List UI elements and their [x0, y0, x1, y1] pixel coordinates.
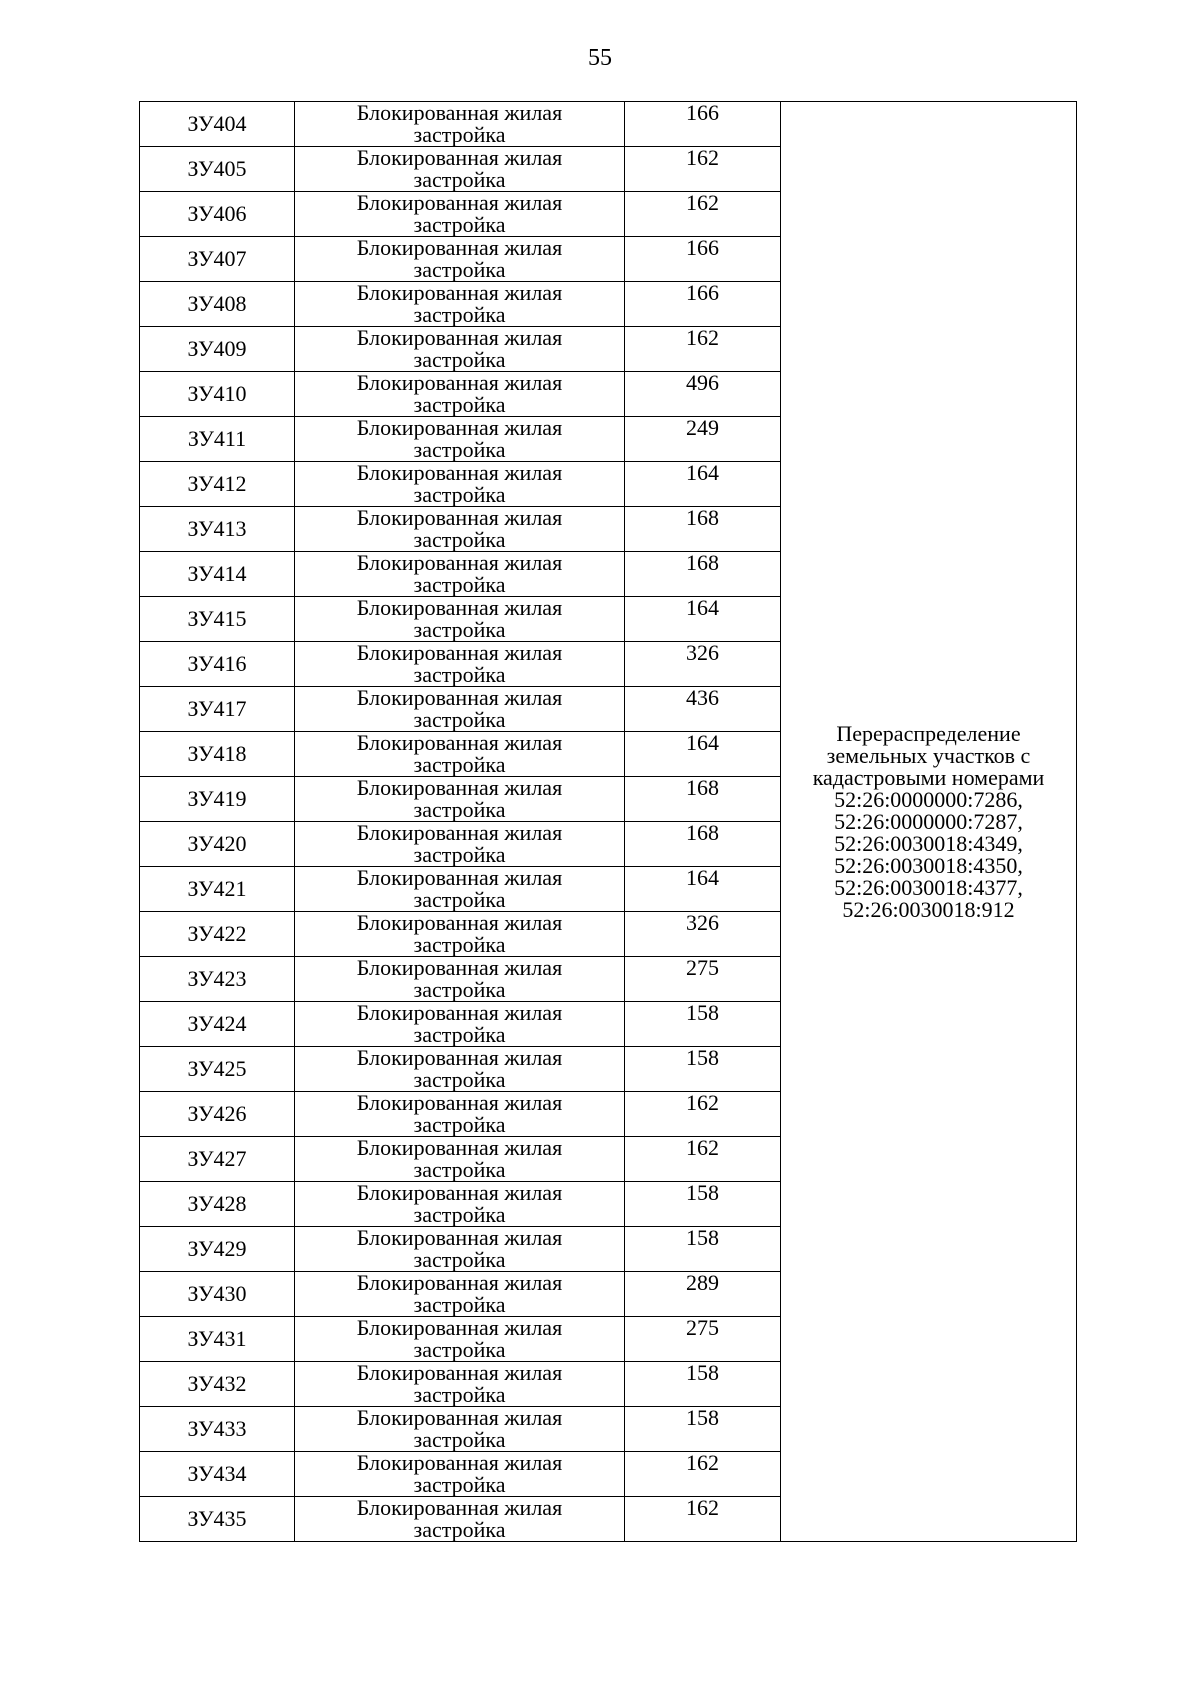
area-cell: 326	[625, 642, 781, 687]
land-use-cell	[295, 912, 625, 957]
land-use-line-1: Блокированная жилая	[356, 505, 563, 530]
area-cell: 168	[625, 552, 781, 597]
land-use-line-1: Блокированная жилая	[356, 1180, 563, 1205]
area-cell: 166	[625, 282, 781, 327]
page-number: 55	[588, 45, 612, 71]
land-use-cell	[295, 147, 625, 192]
land-use-cell	[295, 282, 625, 327]
plot-id-cell: ЗУ410	[140, 372, 295, 417]
plot-id-cell: ЗУ412	[140, 462, 295, 507]
land-use-cell	[295, 1272, 625, 1317]
plot-id-cell: ЗУ420	[140, 822, 295, 867]
land-use-cell	[295, 1002, 625, 1047]
land-use-line-2: застройка	[413, 122, 506, 147]
land-use-line-1: Блокированная жилая	[356, 370, 563, 395]
area-cell: 158	[625, 1182, 781, 1227]
plot-id-cell: ЗУ421	[140, 867, 295, 912]
plot-id-cell: ЗУ408	[140, 282, 295, 327]
land-use-line-2: застройка	[413, 392, 506, 417]
land-use-cell	[295, 1497, 625, 1542]
land-use-line-2: застройка	[413, 167, 506, 192]
land-use-cell	[295, 102, 625, 147]
land-use-line-1: Блокированная жилая	[356, 1405, 563, 1430]
land-use-line-1: Блокированная жилая	[356, 415, 563, 440]
plot-id-cell: ЗУ409	[140, 327, 295, 372]
note-line: 52:26:0030018:4349,	[834, 830, 1023, 856]
land-use-line-1: Блокированная жилая	[356, 865, 563, 890]
land-use-line-2: застройка	[413, 1427, 506, 1452]
land-use-line-1: Блокированная жилая	[356, 595, 563, 620]
plot-id-cell: ЗУ431	[140, 1317, 295, 1362]
land-use-line-2: застройка	[413, 797, 506, 822]
land-use-line-1: Блокированная жилая	[356, 460, 563, 485]
land-use-line-1: Блокированная жилая	[356, 820, 563, 845]
land-use-line-1: Блокированная жилая	[356, 1315, 563, 1340]
land-use-cell	[295, 1362, 625, 1407]
plot-id-cell: ЗУ405	[140, 147, 295, 192]
plot-id-cell: ЗУ407	[140, 237, 295, 282]
plot-id-cell: ЗУ425	[140, 1047, 295, 1092]
area-cell: 164	[625, 867, 781, 912]
land-use-line-1: Блокированная жилая	[356, 190, 563, 215]
plot-id-cell: ЗУ432	[140, 1362, 295, 1407]
area-cell: 162	[625, 1452, 781, 1497]
land-use-line-2: застройка	[413, 1157, 506, 1182]
land-use-cell	[295, 417, 625, 462]
land-use-line-1: Блокированная жилая	[356, 235, 563, 260]
plot-id-cell: ЗУ416	[140, 642, 295, 687]
land-use-cell	[295, 372, 625, 417]
land-use-line-2: застройка	[413, 617, 506, 642]
land-use-cell	[295, 687, 625, 732]
plot-id-cell: ЗУ411	[140, 417, 295, 462]
area-cell: 158	[625, 1227, 781, 1272]
area-cell: 158	[625, 1002, 781, 1047]
note-line: кадастровыми номерами	[812, 764, 1045, 790]
plot-id-cell: ЗУ419	[140, 777, 295, 822]
land-use-line-2: застройка	[413, 707, 506, 732]
area-cell: 162	[625, 327, 781, 372]
land-use-line-2: застройка	[413, 437, 506, 462]
area-cell: 158	[625, 1362, 781, 1407]
land-use-line-1: Блокированная жилая	[356, 280, 563, 305]
plot-id-cell: ЗУ423	[140, 957, 295, 1002]
area-cell: 326	[625, 912, 781, 957]
land-use-line-2: застройка	[413, 572, 506, 597]
area-cell: 162	[625, 1137, 781, 1182]
land-use-cell	[295, 237, 625, 282]
area-cell: 166	[625, 102, 781, 147]
land-use-line-2: застройка	[413, 1022, 506, 1047]
area-cell: 275	[625, 957, 781, 1002]
land-use-line-2: застройка	[413, 482, 506, 507]
land-use-line-1: Блокированная жилая	[356, 685, 563, 710]
land-use-line-2: застройка	[413, 1337, 506, 1362]
plot-id-cell: ЗУ404	[140, 102, 295, 147]
note-line: земельных участков с	[826, 742, 1031, 768]
land-use-line-2: застройка	[413, 1202, 506, 1227]
land-use-line-2: застройка	[413, 1112, 506, 1137]
land-use-line-1: Блокированная жилая	[356, 910, 563, 935]
land-use-cell	[295, 1317, 625, 1362]
land-use-cell	[295, 327, 625, 372]
area-cell: 158	[625, 1407, 781, 1452]
plot-id-cell: ЗУ433	[140, 1407, 295, 1452]
land-use-line-1: Блокированная жилая	[356, 1495, 563, 1520]
note-line: 52:26:0030018:4377,	[834, 874, 1023, 900]
land-use-line-1: Блокированная жилая	[356, 1450, 563, 1475]
area-cell: 275	[625, 1317, 781, 1362]
plot-id-cell: ЗУ435	[140, 1497, 295, 1542]
land-use-cell	[295, 777, 625, 822]
plot-id-cell: ЗУ415	[140, 597, 295, 642]
area-cell: 249	[625, 417, 781, 462]
land-use-cell	[295, 1452, 625, 1497]
area-cell: 164	[625, 732, 781, 777]
area-cell: 166	[625, 237, 781, 282]
land-use-line-2: застройка	[413, 1472, 506, 1497]
plot-id-cell: ЗУ427	[140, 1137, 295, 1182]
plot-id-cell: ЗУ428	[140, 1182, 295, 1227]
redistribution-note-cell	[781, 102, 1077, 1542]
land-use-cell	[295, 1137, 625, 1182]
land-use-line-2: застройка	[413, 212, 506, 237]
area-cell: 162	[625, 192, 781, 237]
area-cell: 168	[625, 507, 781, 552]
land-use-cell	[295, 507, 625, 552]
land-use-line-1: Блокированная жилая	[356, 1225, 563, 1250]
land-use-line-1: Блокированная жилая	[356, 640, 563, 665]
area-cell: 162	[625, 147, 781, 192]
land-use-cell	[295, 192, 625, 237]
plot-id-cell: ЗУ413	[140, 507, 295, 552]
land-use-line-2: застройка	[413, 932, 506, 957]
plot-id-cell: ЗУ414	[140, 552, 295, 597]
area-cell: 168	[625, 822, 781, 867]
plot-id-cell: ЗУ417	[140, 687, 295, 732]
land-use-line-2: застройка	[413, 842, 506, 867]
area-cell: 164	[625, 462, 781, 507]
plot-id-cell: ЗУ406	[140, 192, 295, 237]
land-use-cell	[295, 1092, 625, 1137]
land-use-line-2: застройка	[413, 347, 506, 372]
land-use-cell	[295, 1227, 625, 1272]
land-use-line-2: застройка	[413, 662, 506, 687]
land-use-cell	[295, 957, 625, 1002]
note-line: 52:26:0030018:912	[842, 896, 1015, 922]
land-use-line-1: Блокированная жилая	[356, 325, 563, 350]
land-use-line-1: Блокированная жилая	[356, 550, 563, 575]
plot-id-cell: ЗУ430	[140, 1272, 295, 1317]
land-use-cell	[295, 462, 625, 507]
land-use-line-2: застройка	[413, 1247, 506, 1272]
land-use-line-1: Блокированная жилая	[356, 1135, 563, 1160]
land-use-line-2: застройка	[413, 527, 506, 552]
land-use-line-2: застройка	[413, 1382, 506, 1407]
land-use-cell	[295, 867, 625, 912]
land-use-cell	[295, 1047, 625, 1092]
land-use-line-1: Блокированная жилая	[356, 955, 563, 980]
area-cell: 162	[625, 1092, 781, 1137]
area-cell: 158	[625, 1047, 781, 1092]
plot-id-cell: ЗУ426	[140, 1092, 295, 1137]
note-line: 52:26:0000000:7287,	[834, 808, 1023, 834]
land-use-cell	[295, 597, 625, 642]
plot-id-cell: ЗУ434	[140, 1452, 295, 1497]
land-use-line-1: Блокированная жилая	[356, 775, 563, 800]
area-cell: 162	[625, 1497, 781, 1542]
area-cell: 436	[625, 687, 781, 732]
land-use-line-2: застройка	[413, 1292, 506, 1317]
land-plots-table	[139, 101, 1077, 1542]
land-use-line-1: Блокированная жилая	[356, 1360, 563, 1385]
land-use-line-2: застройка	[413, 1517, 506, 1542]
land-use-line-1: Блокированная жилая	[356, 1000, 563, 1025]
table-body	[140, 102, 1077, 1542]
land-use-line-1: Блокированная жилая	[356, 1090, 563, 1115]
land-use-line-2: застройка	[413, 302, 506, 327]
land-use-cell	[295, 1407, 625, 1452]
land-use-line-1: Блокированная жилая	[356, 730, 563, 755]
land-use-cell	[295, 1182, 625, 1227]
land-use-line-1: Блокированная жилая	[356, 1270, 563, 1295]
plot-id-cell: ЗУ429	[140, 1227, 295, 1272]
area-cell: 164	[625, 597, 781, 642]
land-use-line-1: Блокированная жилая	[356, 145, 563, 170]
plot-id-cell: ЗУ424	[140, 1002, 295, 1047]
note-line: Перераспределение	[836, 720, 1021, 746]
land-use-line-2: застройка	[413, 1067, 506, 1092]
table-row	[140, 102, 1077, 147]
land-use-line-2: застройка	[413, 257, 506, 282]
land-use-cell	[295, 642, 625, 687]
land-use-line-2: застройка	[413, 887, 506, 912]
plot-id-cell: ЗУ422	[140, 912, 295, 957]
land-use-cell	[295, 732, 625, 777]
land-use-line-1: Блокированная жилая	[356, 1045, 563, 1070]
note-line: 52:26:0000000:7286,	[834, 786, 1023, 812]
note-line: 52:26:0030018:4350,	[834, 852, 1023, 878]
plot-id-cell: ЗУ418	[140, 732, 295, 777]
land-use-line-2: застройка	[413, 977, 506, 1002]
area-cell: 168	[625, 777, 781, 822]
land-use-line-1: Блокированная жилая	[356, 100, 563, 125]
area-cell: 496	[625, 372, 781, 417]
area-cell: 289	[625, 1272, 781, 1317]
land-use-cell	[295, 822, 625, 867]
land-use-line-2: застройка	[413, 752, 506, 777]
land-use-cell	[295, 552, 625, 597]
